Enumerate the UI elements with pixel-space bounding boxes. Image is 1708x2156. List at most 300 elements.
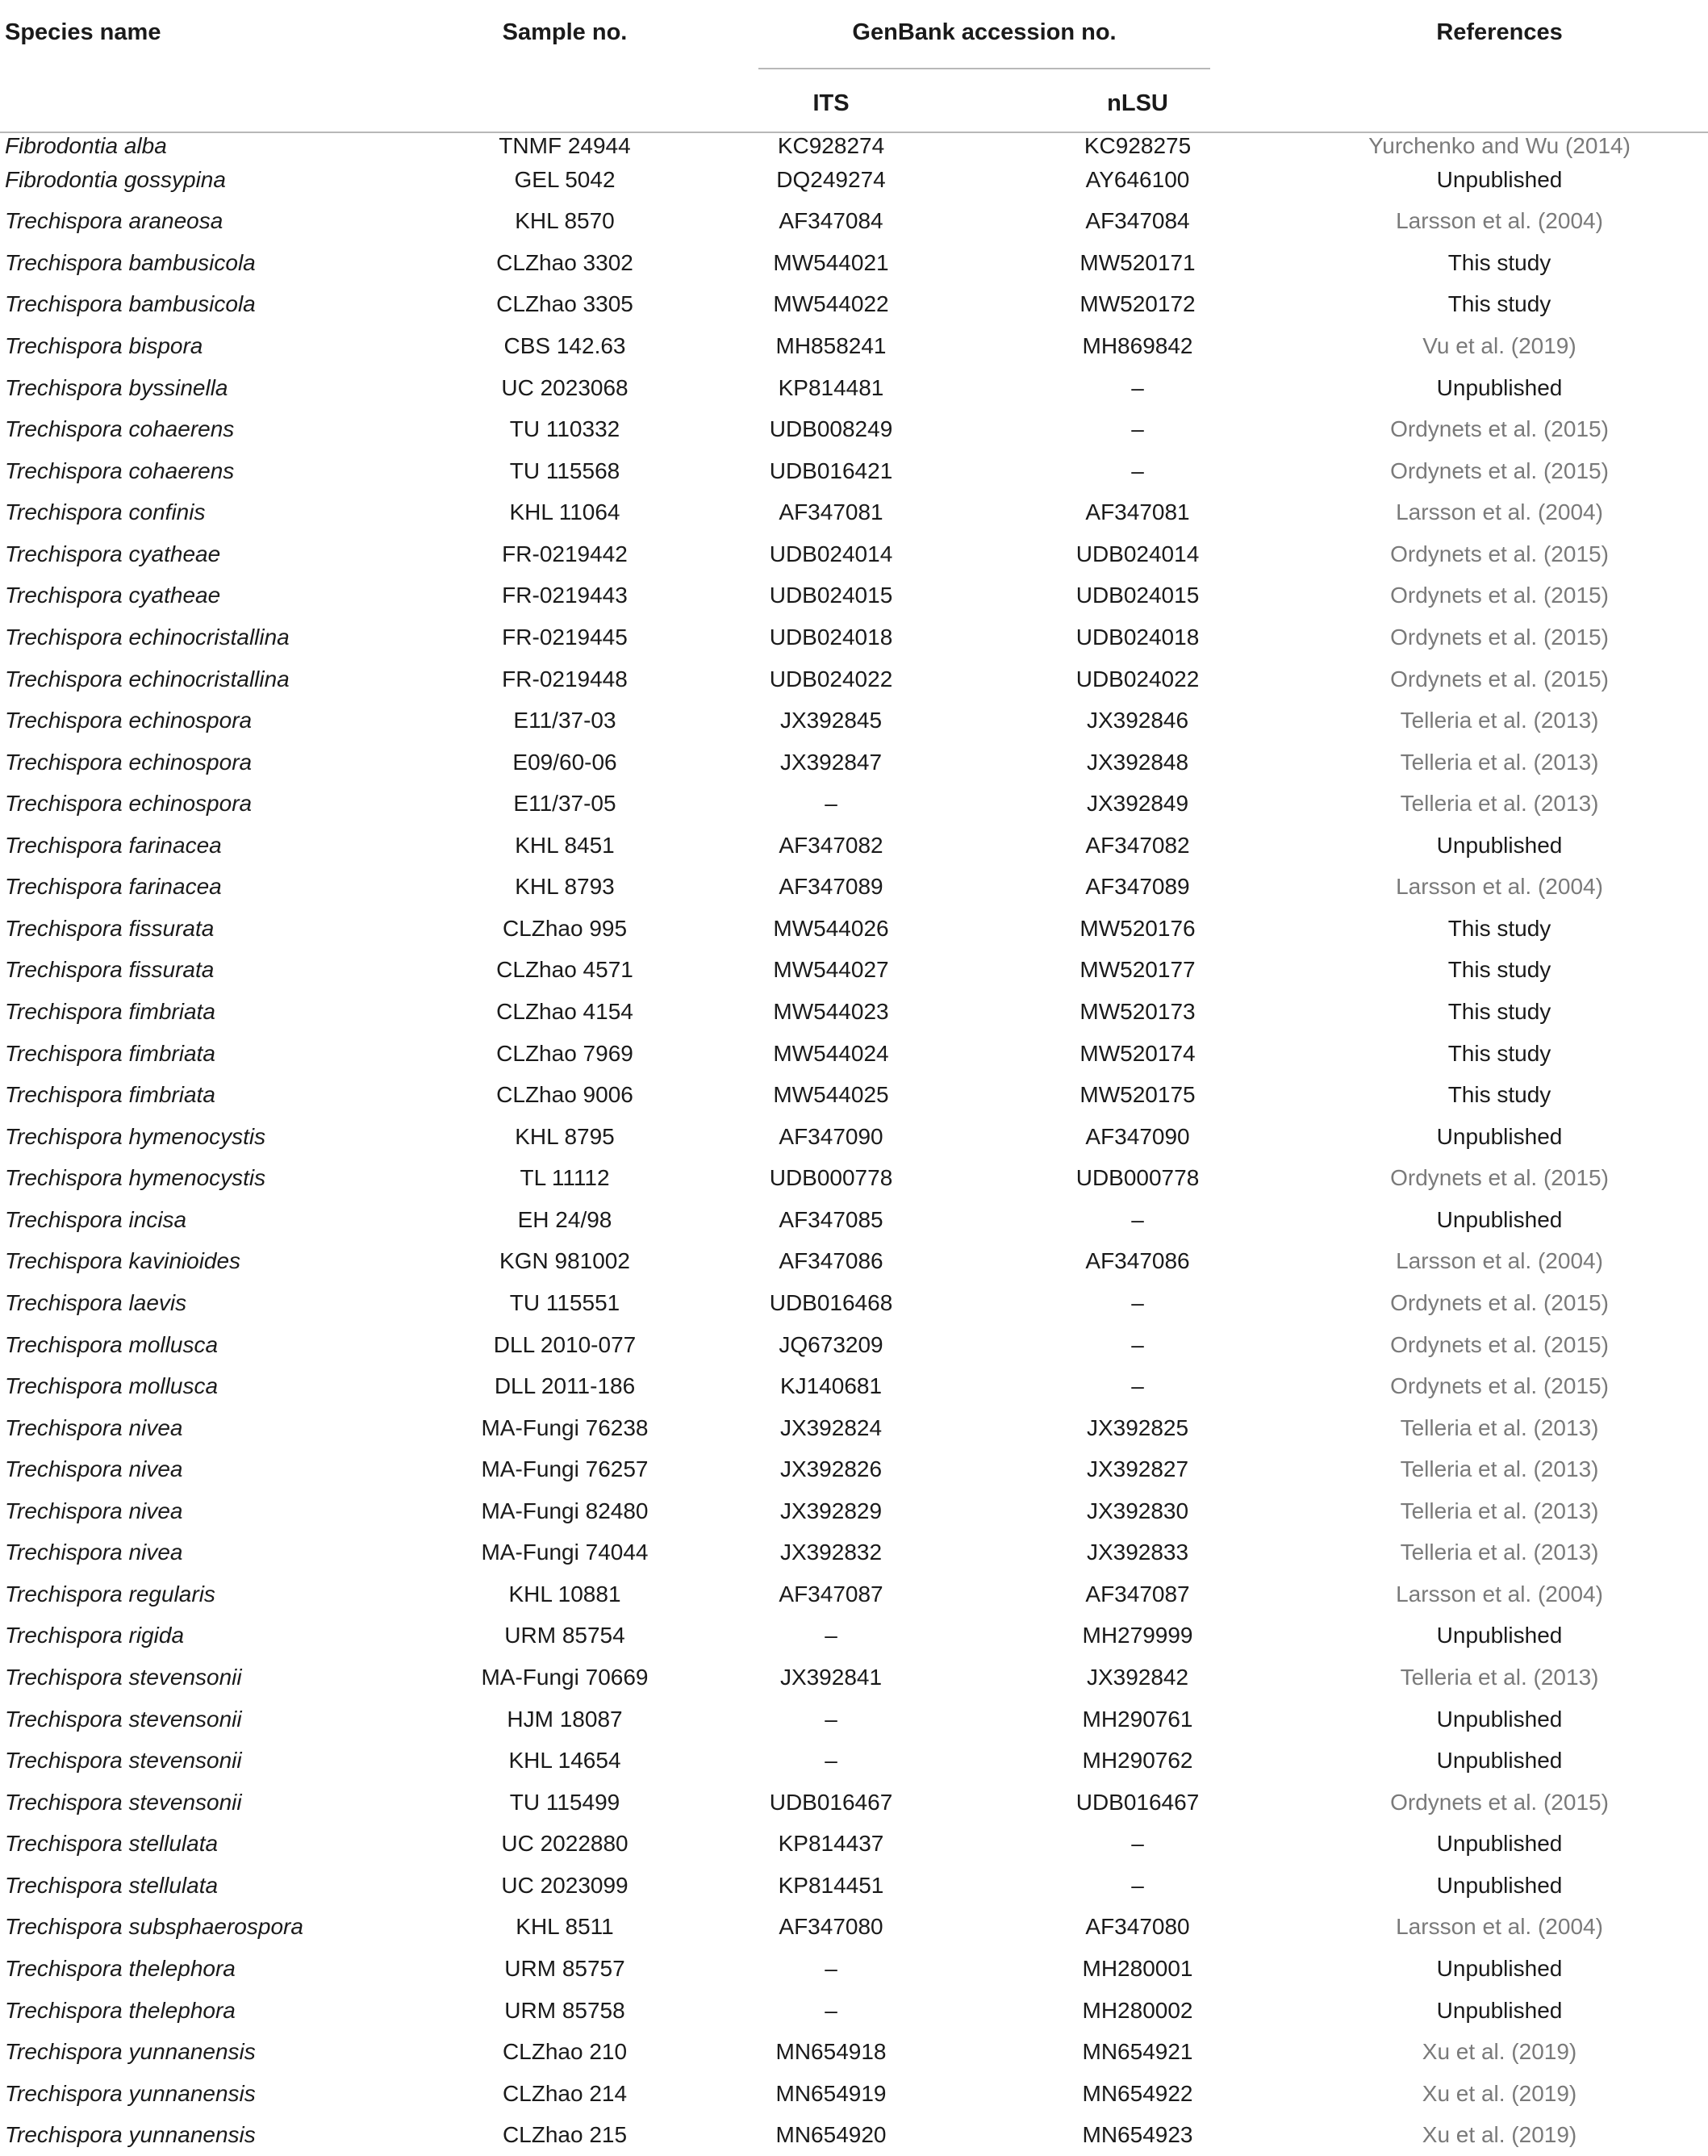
cell-its-accession: MW544027 bbox=[773, 957, 889, 983]
cell-nlsu-accession: MW520177 bbox=[1080, 957, 1196, 983]
table-row bbox=[0, 867, 1708, 909]
cell-its-accession: AF347081 bbox=[779, 499, 883, 525]
cell-reference[interactable]: Ordynets et al. (2015) bbox=[1390, 458, 1609, 483]
cell-species-name: Trechispora stevensonii bbox=[5, 1706, 242, 1732]
cell-nlsu-accession: MH290761 bbox=[1082, 1706, 1193, 1732]
cell-reference: Unpublished bbox=[1436, 1997, 1563, 2023]
cell-species-name: Trechispora fissurata bbox=[5, 915, 215, 941]
cell-species-name: Trechispora echinospora bbox=[5, 791, 253, 817]
cell-sample-no: KHL 11064 bbox=[509, 499, 620, 525]
cell-reference[interactable]: Larsson et al. (2004) bbox=[1396, 1914, 1603, 1940]
table-row bbox=[0, 1033, 1708, 1075]
cell-reference: Unpublished bbox=[1436, 1831, 1563, 1857]
cell-sample-no: MA-Fungi 76257 bbox=[481, 1456, 649, 1482]
cell-sample-no: KHL 8570 bbox=[515, 208, 615, 234]
cell-species-name: Trechispora laevis bbox=[5, 1289, 187, 1315]
cell-species-name: Trechispora araneosa bbox=[5, 208, 223, 234]
cell-sample-no: KHL 14654 bbox=[508, 1748, 621, 1774]
cell-reference[interactable]: Telleria et al. (2013) bbox=[1400, 1540, 1599, 1565]
cell-nlsu-accession: JX392846 bbox=[1086, 708, 1189, 733]
table-row bbox=[0, 1990, 1708, 2032]
cell-reference: Unpublished bbox=[1436, 1206, 1563, 1232]
cell-reference[interactable]: Telleria et al. (2013) bbox=[1400, 749, 1599, 775]
header-genbank-accession bbox=[678, 0, 1291, 69]
genbank-group-rule bbox=[758, 68, 1210, 69]
cell-nlsu-accession: MN654922 bbox=[1082, 2080, 1193, 2106]
cell-its-accession: JX392845 bbox=[779, 708, 883, 733]
cell-nlsu-accession: MW520173 bbox=[1080, 999, 1196, 1025]
cell-its-accession: JX392841 bbox=[779, 1665, 883, 1690]
cell-its-accession: – bbox=[825, 1997, 837, 2023]
cell-species-name: Trechispora hymenocystis bbox=[5, 1123, 266, 1149]
cell-reference[interactable]: Larsson et al. (2004) bbox=[1396, 1581, 1603, 1607]
cell-nlsu-accession: MH280001 bbox=[1082, 1955, 1193, 1981]
cell-species-name: Trechispora cyatheae bbox=[5, 583, 221, 608]
header-species-name: Species name bbox=[5, 19, 161, 45]
cell-sample-no: MA-Fungi 74044 bbox=[481, 1540, 649, 1565]
cell-sample-no: TU 115499 bbox=[509, 1789, 620, 1815]
table-row bbox=[0, 1573, 1708, 1615]
header-genbank-label: GenBank accession no. bbox=[852, 19, 1117, 45]
cell-its-accession: MW544023 bbox=[773, 999, 889, 1025]
cell-its-accession: UDB016467 bbox=[769, 1789, 893, 1815]
cell-sample-no: DLL 2010-077 bbox=[493, 1331, 637, 1357]
cell-reference: Unpublished bbox=[1436, 1748, 1563, 1774]
table-row bbox=[0, 201, 1708, 243]
cell-nlsu-accession: MW520171 bbox=[1080, 249, 1196, 275]
cell-species-name: Trechispora fimbriata bbox=[5, 1040, 215, 1066]
cell-nlsu-accession: – bbox=[1131, 458, 1144, 483]
cell-sample-no: HJM 18087 bbox=[507, 1706, 623, 1732]
cell-nlsu-accession: JX392848 bbox=[1086, 749, 1189, 775]
table-row bbox=[0, 284, 1708, 326]
cell-nlsu-accession: AF347084 bbox=[1085, 208, 1190, 234]
cell-species-name: Trechispora byssinella bbox=[5, 374, 228, 400]
cell-species-name: Trechispora nivea bbox=[5, 1498, 183, 1523]
cell-sample-no: CLZhao 215 bbox=[502, 2122, 628, 2148]
cell-reference: Unpublished bbox=[1436, 374, 1563, 400]
cell-species-name: Trechispora yunnanensis bbox=[5, 2080, 256, 2106]
cell-species-name: Trechispora thelephora bbox=[5, 1997, 236, 2023]
cell-sample-no: FR-0219443 bbox=[502, 583, 628, 608]
cell-reference: Unpublished bbox=[1436, 166, 1563, 192]
cell-reference[interactable]: Ordynets et al. (2015) bbox=[1390, 1789, 1609, 1815]
cell-reference[interactable]: Ordynets et al. (2015) bbox=[1390, 1331, 1609, 1357]
cell-reference[interactable]: Telleria et al. (2013) bbox=[1400, 1498, 1599, 1523]
cell-its-accession: JQ673209 bbox=[779, 1331, 883, 1357]
cell-species-name: Trechispora cyatheae bbox=[5, 541, 221, 566]
table-row bbox=[0, 1074, 1708, 1116]
table-row bbox=[0, 825, 1708, 867]
cell-species-name: Trechispora bambusicola bbox=[5, 291, 256, 317]
cell-reference[interactable]: Larsson et al. (2004) bbox=[1396, 874, 1603, 900]
cell-reference: Unpublished bbox=[1436, 1623, 1563, 1648]
cell-species-name: Trechispora stevensonii bbox=[5, 1748, 242, 1774]
cell-nlsu-accession: MW520174 bbox=[1080, 1040, 1196, 1066]
cell-reference: This study bbox=[1447, 249, 1551, 275]
cell-species-name: Trechispora hymenocystis bbox=[5, 1165, 266, 1191]
cell-its-accession: MW544022 bbox=[773, 291, 889, 317]
cell-sample-no: TU 115568 bbox=[509, 458, 620, 483]
cell-species-name: Trechispora mollusca bbox=[5, 1331, 219, 1357]
cell-its-accession: AF347084 bbox=[779, 208, 883, 234]
cell-sample-no: MA-Fungi 70669 bbox=[481, 1665, 649, 1690]
table-row bbox=[0, 1158, 1708, 1200]
cell-reference[interactable]: Ordynets et al. (2015) bbox=[1390, 1289, 1609, 1315]
cell-nlsu-accession: KC928275 bbox=[1084, 133, 1192, 158]
cell-nlsu-accession: JX392830 bbox=[1086, 1498, 1189, 1523]
cell-reference[interactable]: Xu et al. (2019) bbox=[1422, 2080, 1577, 2106]
cell-species-name: Trechispora nivea bbox=[5, 1456, 183, 1482]
cell-its-accession: UDB024015 bbox=[769, 583, 893, 608]
cell-its-accession: AF347087 bbox=[779, 1581, 883, 1607]
table-row bbox=[0, 450, 1708, 492]
cell-sample-no: UC 2023068 bbox=[501, 374, 628, 400]
cell-its-accession: UDB008249 bbox=[769, 416, 893, 442]
cell-reference: This study bbox=[1447, 957, 1551, 983]
cell-reference: This study bbox=[1447, 291, 1551, 317]
table-row bbox=[0, 1448, 1708, 1490]
table-row bbox=[0, 1241, 1708, 1283]
cell-reference[interactable]: Ordynets et al. (2015) bbox=[1390, 541, 1609, 566]
table-row bbox=[0, 325, 1708, 367]
cell-nlsu-accession: AY646100 bbox=[1085, 166, 1190, 192]
cell-sample-no: KHL 8793 bbox=[515, 874, 615, 900]
cell-its-accession: MH858241 bbox=[775, 333, 887, 359]
cell-sample-no: E11/37-03 bbox=[513, 708, 616, 733]
table-row bbox=[0, 159, 1708, 201]
cell-its-accession: UDB024014 bbox=[769, 541, 893, 566]
table-row bbox=[0, 1740, 1708, 1782]
header-references: References bbox=[1436, 19, 1563, 45]
cell-reference: Unpublished bbox=[1436, 1955, 1563, 1981]
header-nlsu: nLSU bbox=[1107, 90, 1168, 116]
cell-nlsu-accession: – bbox=[1131, 416, 1144, 442]
table-row bbox=[0, 1324, 1708, 1366]
cell-species-name: Trechispora echinospora bbox=[5, 708, 253, 733]
cell-its-accession: DQ249274 bbox=[776, 166, 886, 192]
table-row bbox=[0, 1116, 1708, 1158]
cell-species-name: Trechispora fimbriata bbox=[5, 999, 215, 1025]
cell-its-accession: JX392847 bbox=[779, 749, 883, 775]
cell-sample-no: DLL 2011-186 bbox=[494, 1373, 636, 1399]
cell-species-name: Trechispora thelephora bbox=[5, 1955, 236, 1981]
cell-nlsu-accession: MW520175 bbox=[1080, 1082, 1196, 1108]
cell-species-name: Trechispora incisa bbox=[5, 1206, 187, 1232]
table-header bbox=[0, 0, 1708, 132]
table-row bbox=[0, 1407, 1708, 1449]
cell-reference[interactable]: Larsson et al. (2004) bbox=[1396, 499, 1603, 525]
table-row bbox=[0, 1532, 1708, 1574]
cell-nlsu-accession: MH279999 bbox=[1082, 1623, 1193, 1648]
cell-species-name: Trechispora stevensonii bbox=[5, 1789, 242, 1815]
cell-its-accession: – bbox=[825, 791, 837, 817]
cell-reference: Unpublished bbox=[1436, 1123, 1563, 1149]
cell-nlsu-accession: MH290762 bbox=[1082, 1748, 1193, 1774]
table-row bbox=[0, 950, 1708, 992]
cell-its-accession: – bbox=[825, 1706, 837, 1732]
cell-species-name: Trechispora stevensonii bbox=[5, 1665, 242, 1690]
cell-nlsu-accession: MW520176 bbox=[1080, 915, 1196, 941]
cell-sample-no: TU 110332 bbox=[509, 416, 620, 442]
cell-sample-no: KHL 8511 bbox=[516, 1914, 614, 1940]
cell-species-name: Trechispora fimbriata bbox=[5, 1082, 215, 1108]
cell-species-name: Trechispora mollusca bbox=[5, 1373, 219, 1399]
cell-sample-no: MA-Fungi 82480 bbox=[481, 1498, 649, 1523]
cell-nlsu-accession: UDB024022 bbox=[1075, 666, 1200, 692]
cell-reference: This study bbox=[1447, 1082, 1551, 1108]
cell-its-accession: MN654918 bbox=[775, 2039, 887, 2065]
cell-its-accession: UDB024022 bbox=[769, 666, 893, 692]
cell-nlsu-accession: MH280002 bbox=[1082, 1997, 1193, 2023]
cell-species-name: Trechispora confinis bbox=[5, 499, 206, 525]
cell-reference[interactable]: Xu et al. (2019) bbox=[1422, 2122, 1577, 2148]
cell-reference: Unpublished bbox=[1436, 1872, 1563, 1898]
table-row bbox=[0, 991, 1708, 1033]
table-row bbox=[0, 132, 1708, 159]
cell-reference[interactable]: Yurchenko and Wu (2014) bbox=[1368, 133, 1631, 158]
cell-its-accession: MW544025 bbox=[773, 1082, 889, 1108]
table-row bbox=[0, 575, 1708, 617]
cell-sample-no: CLZhao 9006 bbox=[496, 1082, 633, 1108]
cell-species-name: Trechispora kavinioides bbox=[5, 1248, 241, 1274]
cell-sample-no: E11/37-05 bbox=[513, 791, 616, 817]
header-row-primary bbox=[0, 0, 1708, 69]
cell-species-name: Trechispora echinospora bbox=[5, 749, 253, 775]
cell-its-accession: – bbox=[825, 1748, 837, 1774]
cell-reference[interactable]: Xu et al. (2019) bbox=[1422, 2039, 1577, 2065]
cell-sample-no: TL 11112 bbox=[520, 1165, 610, 1191]
table-row bbox=[0, 1615, 1708, 1657]
cell-species-name: Trechispora regularis bbox=[5, 1581, 215, 1607]
cell-sample-no: URM 85754 bbox=[504, 1623, 625, 1648]
table-row bbox=[0, 533, 1708, 575]
cell-nlsu-accession: MH869842 bbox=[1082, 333, 1193, 359]
cell-nlsu-accession: UDB024014 bbox=[1075, 541, 1200, 566]
cell-reference[interactable]: Telleria et al. (2013) bbox=[1400, 1414, 1599, 1440]
cell-nlsu-accession: MN654923 bbox=[1082, 2122, 1193, 2148]
cell-nlsu-accession: JX392827 bbox=[1086, 1456, 1189, 1482]
table-row bbox=[0, 1657, 1708, 1698]
cell-reference[interactable]: Ordynets et al. (2015) bbox=[1390, 1165, 1609, 1191]
cell-nlsu-accession: AF347086 bbox=[1085, 1248, 1190, 1274]
table-row bbox=[0, 658, 1708, 700]
cell-sample-no: URM 85758 bbox=[504, 1997, 625, 2023]
table-row bbox=[0, 1782, 1708, 1824]
cell-reference[interactable]: Ordynets et al. (2015) bbox=[1390, 624, 1609, 650]
cell-sample-no: UC 2023099 bbox=[501, 1872, 628, 1898]
cell-sample-no: FR-0219448 bbox=[502, 666, 628, 692]
table-row bbox=[0, 1907, 1708, 1949]
cell-its-accession: AF347082 bbox=[779, 832, 883, 858]
cell-its-accession: MN654919 bbox=[775, 2080, 887, 2106]
cell-nlsu-accession: MN654921 bbox=[1082, 2039, 1193, 2065]
cell-its-accession: JX392832 bbox=[779, 1540, 883, 1565]
cell-nlsu-accession: AF347087 bbox=[1085, 1581, 1190, 1607]
cell-nlsu-accession: JX392833 bbox=[1086, 1540, 1189, 1565]
cell-sample-no: MA-Fungi 76238 bbox=[481, 1414, 649, 1440]
cell-species-name: Trechispora cohaerens bbox=[5, 416, 235, 442]
cell-its-accession: AF347089 bbox=[779, 874, 883, 900]
cell-sample-no: KHL 8795 bbox=[515, 1123, 615, 1149]
table-row bbox=[0, 1365, 1708, 1407]
table-row bbox=[0, 2073, 1708, 2115]
cell-nlsu-accession: MW520172 bbox=[1080, 291, 1196, 317]
cell-nlsu-accession: AF347089 bbox=[1085, 874, 1190, 900]
cell-sample-no: UC 2022880 bbox=[501, 1831, 628, 1857]
cell-species-name: Trechispora nivea bbox=[5, 1414, 183, 1440]
cell-sample-no: URM 85757 bbox=[504, 1955, 625, 1981]
cell-reference[interactable]: Ordynets et al. (2015) bbox=[1390, 666, 1609, 692]
cell-species-name: Trechispora bambusicola bbox=[5, 249, 256, 275]
header-sample-no: Sample no. bbox=[502, 19, 628, 45]
table-row bbox=[0, 1490, 1708, 1532]
cell-species-name: Trechispora stellulata bbox=[5, 1831, 219, 1857]
cell-its-accession: KP814437 bbox=[778, 1831, 884, 1857]
cell-species-name: Trechispora stellulata bbox=[5, 1872, 219, 1898]
cell-its-accession: AF347090 bbox=[779, 1123, 883, 1149]
cell-nlsu-accession: – bbox=[1131, 1872, 1144, 1898]
table-body bbox=[0, 132, 1708, 2156]
cell-nlsu-accession: AF347080 bbox=[1085, 1914, 1190, 1940]
cell-nlsu-accession: UDB024015 bbox=[1075, 583, 1200, 608]
cell-species-name: Trechispora farinacea bbox=[5, 874, 222, 900]
cell-reference[interactable]: Ordynets et al. (2015) bbox=[1390, 583, 1609, 608]
cell-its-accession: UDB016421 bbox=[769, 458, 893, 483]
cell-reference: This study bbox=[1447, 915, 1551, 941]
table-row bbox=[0, 1865, 1708, 1907]
cell-sample-no: KHL 8451 bbox=[515, 832, 615, 858]
cell-its-accession: KP814481 bbox=[778, 374, 884, 400]
cell-its-accession: UDB000778 bbox=[769, 1165, 893, 1191]
header-its: ITS bbox=[812, 90, 850, 116]
cell-species-name: Trechispora cohaerens bbox=[5, 458, 235, 483]
cell-nlsu-accession: – bbox=[1131, 1206, 1144, 1232]
cell-its-accession: JX392826 bbox=[779, 1456, 883, 1482]
cell-species-name: Fibrodontia alba bbox=[5, 133, 167, 158]
cell-sample-no: TU 115551 bbox=[509, 1289, 620, 1315]
cell-its-accession: MW544026 bbox=[773, 915, 889, 941]
cell-its-accession: JX392824 bbox=[779, 1414, 883, 1440]
cell-its-accession: MW544024 bbox=[773, 1040, 889, 1066]
cell-sample-no: EH 24/98 bbox=[517, 1206, 612, 1232]
table-row bbox=[0, 783, 1708, 825]
table-row bbox=[0, 1282, 1708, 1324]
cell-reference: Unpublished bbox=[1436, 832, 1563, 858]
cell-sample-no: CLZhao 995 bbox=[502, 915, 628, 941]
cell-nlsu-accession: JX392842 bbox=[1086, 1665, 1189, 1690]
cell-reference[interactable]: Telleria et al. (2013) bbox=[1400, 791, 1599, 817]
cell-nlsu-accession: JX392849 bbox=[1086, 791, 1189, 817]
cell-nlsu-accession: AF347081 bbox=[1085, 499, 1190, 525]
cell-reference[interactable]: Telleria et al. (2013) bbox=[1400, 1665, 1599, 1690]
table-row bbox=[0, 1824, 1708, 1866]
cell-its-accession: – bbox=[825, 1623, 837, 1648]
cell-species-name: Trechispora rigida bbox=[5, 1623, 185, 1648]
cell-its-accession: KJ140681 bbox=[779, 1373, 883, 1399]
cell-reference[interactable]: Ordynets et al. (2015) bbox=[1390, 1373, 1609, 1399]
cell-sample-no: CLZhao 7969 bbox=[496, 1040, 633, 1066]
cell-nlsu-accession: – bbox=[1131, 1289, 1144, 1315]
cell-sample-no: KGN 981002 bbox=[499, 1248, 630, 1274]
table-row bbox=[0, 1948, 1708, 1990]
table-row bbox=[0, 1199, 1708, 1241]
cell-sample-no: CLZhao 214 bbox=[502, 2080, 628, 2106]
table-row bbox=[0, 408, 1708, 450]
cell-species-name: Fibrodontia gossypina bbox=[5, 166, 226, 192]
cell-sample-no: FR-0219445 bbox=[502, 624, 628, 650]
cell-its-accession: KC928274 bbox=[777, 133, 885, 158]
table-row bbox=[0, 1698, 1708, 1740]
cell-species-name: Trechispora farinacea bbox=[5, 832, 222, 858]
cell-reference[interactable]: Telleria et al. (2013) bbox=[1400, 708, 1599, 733]
cell-nlsu-accession: – bbox=[1131, 1373, 1144, 1399]
cell-its-accession: JX392829 bbox=[779, 1498, 883, 1523]
cell-species-name: Trechispora fissurata bbox=[5, 957, 215, 983]
cell-nlsu-accession: – bbox=[1131, 1831, 1144, 1857]
cell-sample-no: CLZhao 4571 bbox=[496, 957, 633, 983]
cell-its-accession: AF347085 bbox=[779, 1206, 883, 1232]
cell-reference[interactable]: Telleria et al. (2013) bbox=[1400, 1456, 1599, 1482]
cell-reference[interactable]: Larsson et al. (2004) bbox=[1396, 1248, 1603, 1274]
cell-nlsu-accession: UDB000778 bbox=[1075, 1165, 1200, 1191]
table-row bbox=[0, 2114, 1708, 2156]
table-row bbox=[0, 908, 1708, 950]
cell-sample-no: KHL 10881 bbox=[508, 1581, 621, 1607]
cell-its-accession: AF347086 bbox=[779, 1248, 883, 1274]
table-row bbox=[0, 700, 1708, 742]
cell-species-name: Trechispora yunnanensis bbox=[5, 2039, 256, 2065]
cell-reference: This study bbox=[1447, 999, 1551, 1025]
cell-nlsu-accession: UDB024018 bbox=[1075, 624, 1200, 650]
cell-reference: Unpublished bbox=[1436, 1706, 1563, 1732]
cell-species-name: Trechispora bispora bbox=[5, 333, 203, 359]
cell-reference[interactable]: Vu et al. (2019) bbox=[1422, 333, 1576, 359]
cell-nlsu-accession: – bbox=[1131, 1331, 1144, 1357]
cell-nlsu-accession: AF347090 bbox=[1085, 1123, 1190, 1149]
cell-its-accession: MW544021 bbox=[773, 249, 889, 275]
cell-sample-no: TNMF 24944 bbox=[499, 133, 631, 158]
cell-species-name: Trechispora nivea bbox=[5, 1540, 183, 1565]
cell-its-accession: UDB016468 bbox=[769, 1289, 893, 1315]
cell-nlsu-accession: – bbox=[1131, 374, 1144, 400]
cell-species-name: Trechispora echinocristallina bbox=[5, 624, 290, 650]
cell-its-accession: UDB024018 bbox=[769, 624, 893, 650]
cell-sample-no: GEL 5042 bbox=[514, 166, 616, 192]
table-row bbox=[0, 492, 1708, 534]
cell-its-accession: KP814451 bbox=[778, 1872, 884, 1898]
cell-nlsu-accession: JX392825 bbox=[1086, 1414, 1189, 1440]
cell-nlsu-accession: UDB016467 bbox=[1075, 1789, 1200, 1815]
table-row bbox=[0, 367, 1708, 409]
cell-reference[interactable]: Larsson et al. (2004) bbox=[1396, 208, 1603, 234]
cell-nlsu-accession: AF347082 bbox=[1085, 832, 1190, 858]
cell-sample-no: CBS 142.63 bbox=[503, 333, 626, 359]
cell-sample-no: FR-0219442 bbox=[502, 541, 628, 566]
cell-sample-no: CLZhao 3302 bbox=[496, 249, 633, 275]
table-row bbox=[0, 616, 1708, 658]
cell-its-accession: – bbox=[825, 1955, 837, 1981]
cell-sample-no: E09/60-06 bbox=[512, 749, 617, 775]
cell-species-name: Trechispora echinocristallina bbox=[5, 666, 290, 692]
cell-reference: This study bbox=[1447, 1040, 1551, 1066]
cell-its-accession: MN654920 bbox=[775, 2122, 887, 2148]
cell-species-name: Trechispora subsphaerospora bbox=[5, 1914, 303, 1940]
cell-reference[interactable]: Ordynets et al. (2015) bbox=[1390, 416, 1609, 442]
cell-species-name: Trechispora yunnanensis bbox=[5, 2122, 256, 2148]
table-row bbox=[0, 742, 1708, 783]
cell-sample-no: CLZhao 210 bbox=[502, 2039, 628, 2065]
